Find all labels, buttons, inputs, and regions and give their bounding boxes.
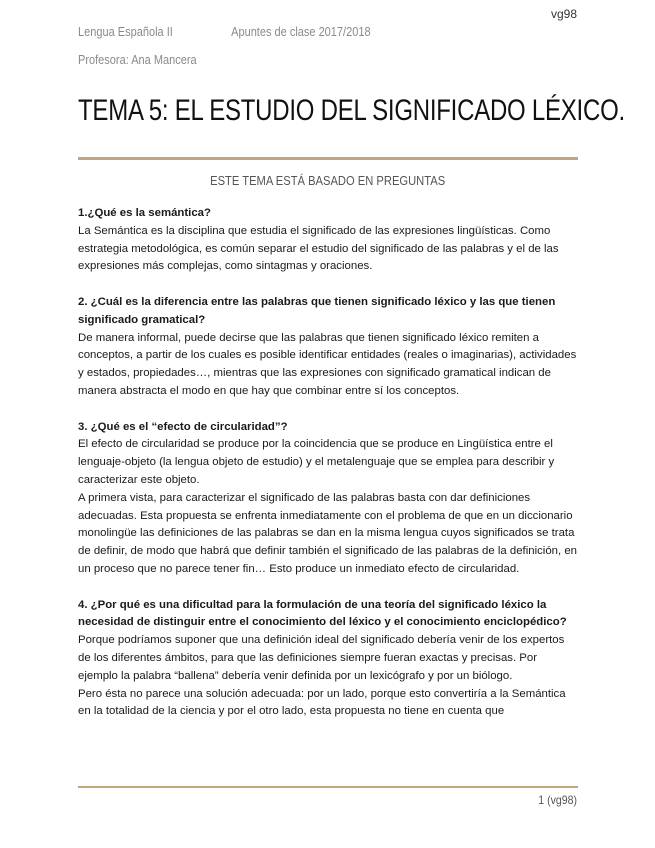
page-title: TEMA 5: EL ESTUDIO DEL SIGNIFICADO LÉXICO. (78, 94, 625, 127)
notes-label: Apuntes de clase 2017/2018 (231, 25, 371, 39)
paragraph: Porque podríamos suponer que una definición ideal del significado debería venir de los expertos de los diferentes ámbitos, para que las definiciones siempre fueran exactas y precisas. Por ejemplo la palabra “ballena” debería venir definida por un lexicógrafo y por un biólogo. (78, 634, 565, 682)
paragraph: De manera informal, puede decirse que las palabras que tienen significado léxico remiten a conceptos, a partir de los cuales es posible identificar entidades (reales o imaginarias), actividades y estados, propiedades…, mientras que las expresiones con significado gramatical indican de manera abstracta el modo en que hay que combinar entre sí los conceptos. (78, 331, 577, 397)
section-3 (78, 419, 578, 579)
section-1 (78, 205, 578, 276)
question-heading: 3. ¿Qué es el “efecto de circularidad”? (78, 420, 288, 433)
watermark: vg98 (550, 7, 577, 21)
question-heading: 4. ¿Por qué es una dificultad para la formulación de una teoría del significado léxico la necesidad de distinguir entre el conocimiento del léxico y el conocimiento enciclopédico? (78, 598, 567, 629)
page-number: 1 (vg98) (538, 793, 577, 807)
header-row-course (78, 25, 371, 39)
paragraph: El efecto de circularidad se produce por la coincidencia que se produce en Lingüística entre el lenguaje-objeto (la lengua objeto de estudio) y el metalenguaje que se emplea para describir y caracterizar este objeto. (78, 438, 555, 486)
top-divider (78, 157, 578, 160)
paragraph: A primera vista, para caracterizar el significado de las palabras basta con dar definiciones adecuadas. Esta propuesta se enfrenta inmediatamente con el problema de que en un diccionario monolingüe las definiciones de las palabras se dan en la misma lengua cuyos significados se trata de definir, de modo que habrá que definir también el significado de las palabras de la definición, en un proceso que no parece tener fin… Esto produce un inmediato efecto de circularidad. (78, 491, 577, 575)
section-2 (78, 294, 578, 401)
document-body (78, 205, 578, 721)
question-heading: 2. ¿Cuál es la diferencia entre las palabras que tienen significado léxico y las que tienen significado gramatical? (78, 295, 556, 326)
subtitle-text: ESTE TEMA ESTÁ BASADO EN PREGUNTAS (210, 173, 446, 188)
bottom-divider (78, 786, 578, 788)
paragraph: La Semántica es la disciplina que estudia el significado de las expresiones lingüísticas. Como estrategia metodológica, es común separar el estudio del significado de las palabras y el de las expresiones más complejas, como sintagmas y oraciones. (78, 224, 559, 273)
section-4 (78, 597, 578, 722)
subtitle (78, 173, 578, 188)
paragraph: Pero ésta no parece una solución adecuada: por un lado, porque esto convertiría a la Semántica en la totalidad de la ciencia y por el otro lado, esta propuesta no tiene en cuenta que (78, 687, 566, 718)
question-heading: 1.¿Qué es la semántica? (78, 207, 211, 219)
course-name: Lengua Española II (78, 25, 173, 39)
teacher-name: Profesora: Ana Mancera (78, 53, 197, 67)
